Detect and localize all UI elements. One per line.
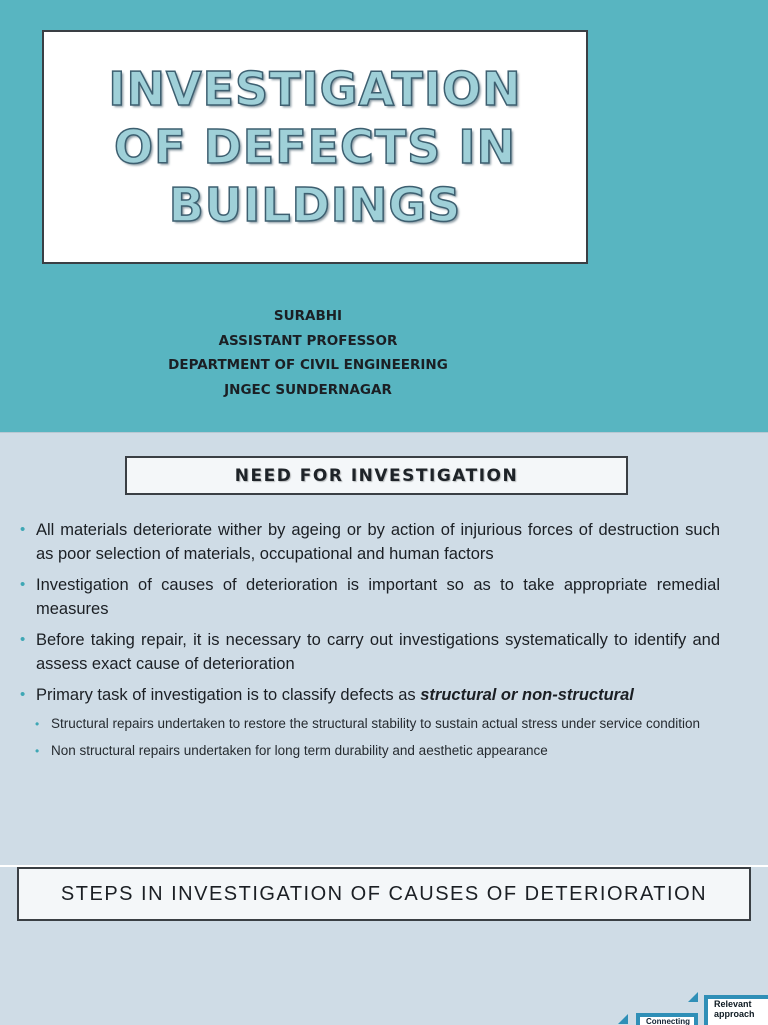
sub-bullet-item [20,714,720,734]
bullet-list [20,518,720,768]
diagram-box-line-1: Relevant [714,999,752,1009]
bullet-text: Before taking repair, it is necessary to carry out investigations systematically to identify and assess exact cause of deterioration [36,631,720,673]
diagram-arrow-icon [618,1014,628,1024]
bullet-marker: • [20,576,26,593]
steps-heading: STEPS IN INVESTIGATION OF CAUSES OF DETERIORATION [60,882,708,905]
diagram-box-line-2: approach [714,1009,755,1019]
bullet-marker: • [20,631,26,648]
bullet-item [20,518,720,566]
diagram-box-text: Connecting [646,1017,690,1025]
bullet-text-emphasis: structural or non-structural [420,686,634,704]
author-designation: ASSISTANT PROFESSOR [218,332,398,349]
bullet-text: Investigation of causes of deterioration is important so as to take appropriate remedial measures [36,576,720,618]
title-line-1: INVESTIGATION [108,62,522,116]
diagram-arrow-icon [688,992,698,1002]
author-department: DEPARTMENT OF CIVIL ENGINEERING [168,357,448,373]
diagram-box-connecting [636,1013,698,1025]
author-block [0,304,616,402]
title-line-3: BUILDINGS [168,178,462,232]
bullet-marker: • [20,521,26,538]
bullet-text-prefix: Primary task of investigation is to classify defects as [36,686,421,704]
need-for-investigation-slide [0,432,768,865]
steps-slide [0,865,768,1024]
bullet-marker: • [20,686,26,703]
sub-bullet-marker: • [35,744,40,758]
title-line-2: OF DEFECTS IN [114,120,516,174]
slide-divider [0,432,768,433]
process-diagram-fragment [612,991,768,1024]
sub-bullet-text: Non structural repairs undertaken for long term durability and aesthetic appearance [51,743,548,758]
steps-heading-box [17,867,751,921]
title-box [42,30,588,264]
section-heading: NEED FOR INVESTIGATION [234,465,519,486]
section-heading-box [125,456,628,495]
author-institution: JNGEC SUNDERNAGAR [224,381,392,398]
sub-bullet-text: Structural repairs undertaken to restore the structural stability to sustain actual stress under service condition [51,716,701,731]
bullet-item [20,683,720,707]
sub-bullet-marker: • [35,717,40,731]
sub-bullet-item [20,741,720,761]
title-slide [0,0,768,432]
diagram-box-relevant-approach [704,995,768,1025]
bullet-item [20,628,720,676]
bullet-item [20,573,720,621]
bullet-text: All materials deteriorate wither by ageing or by action of injurious forces of destruction such as poor selection of materials, occupational and human factors [36,521,720,563]
author-name: SURABHI [273,308,343,324]
